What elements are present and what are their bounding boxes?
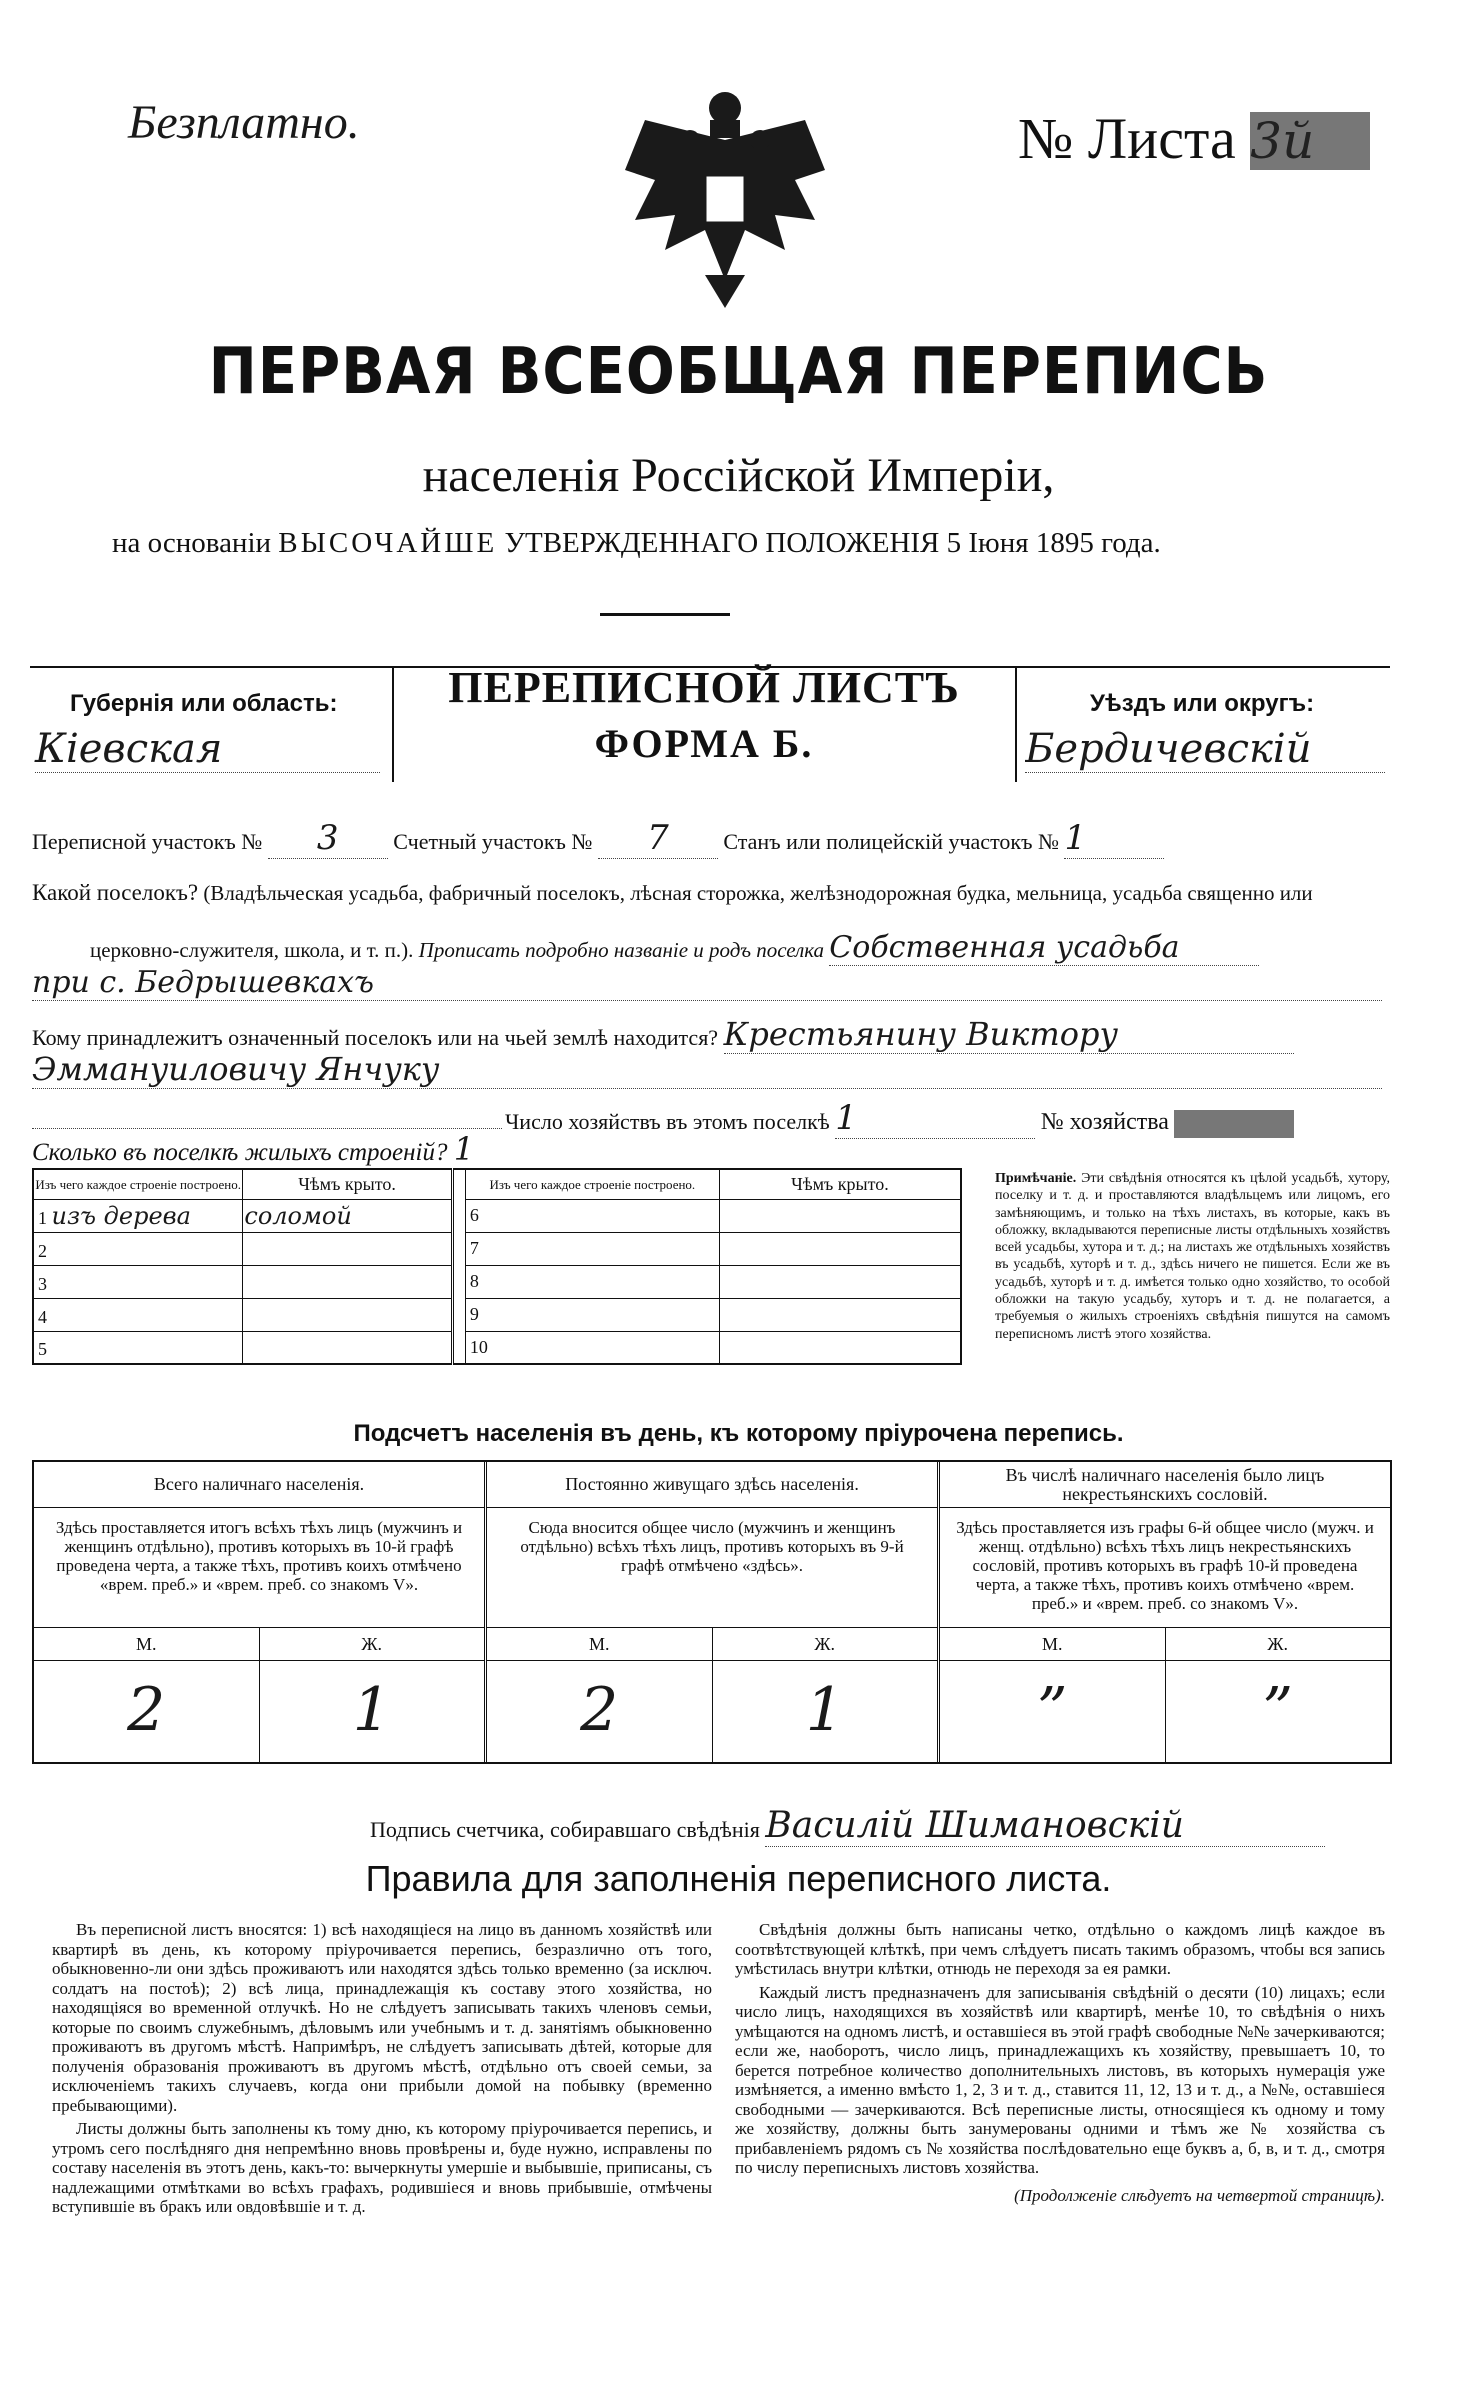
basis-highest: ВЫСОЧАЙШЕ <box>278 527 498 559</box>
form-title: ФОРМА Б. <box>594 721 814 766</box>
settlement-hint-2: церковно-служителя, школа, и т. п.). <box>90 938 414 962</box>
roof-value <box>243 1331 452 1364</box>
count-sex-header <box>34 1628 484 1661</box>
signature-value: Василій Шимановскій <box>765 1805 1325 1847</box>
count-column <box>940 1462 1390 1762</box>
count-column <box>487 1462 940 1762</box>
rules-left-column <box>52 1920 712 2221</box>
material-cell <box>465 1199 719 1232</box>
row-number: 6 <box>469 1205 479 1225</box>
male-count: 2 <box>34 1661 260 1762</box>
table-spacer <box>452 1298 465 1331</box>
count-sex-header <box>940 1628 1390 1661</box>
table-spacer <box>452 1265 465 1298</box>
owner-line <box>32 1015 1294 1054</box>
count-values <box>940 1661 1390 1762</box>
material-cell <box>33 1199 243 1232</box>
roof-value: соломой <box>243 1199 452 1232</box>
households-value: 1 <box>835 1098 1035 1139</box>
material-cell <box>465 1331 719 1364</box>
count-column-description: Сюда вносится общее число (мужчинъ и женщинъ отдѣльно) всѣхъ тѣхъ лицъ, противъ которыхъ въ 9-й графѣ отмѣчено «здѣсь». <box>487 1508 937 1628</box>
count-district-value: 7 <box>598 818 718 859</box>
count-sex-header <box>487 1628 937 1661</box>
note-text: Эти свѣдѣнія относятся къ цѣлой усадьбѣ, хутору, поселку и т. д. и проставляются владѣльцемъ или лицомъ, его замѣняющимъ, и только на тѣхъ листахъ, въ которые, какъ въ обложку, вкладываются переписные листы отдѣльныхъ хозяйствъ всей усадьбы, хутора и т. д.; на листахъ же отдѣльныхъ хозяйствъ въ усадьбѣ, хуторѣ и т. д., здѣсь ничего не пишется. Если же въ усадьбѣ, хуторѣ и т. д. имѣется только одно хозяйство, то особой обложки на такую усадьбу, хуторъ и т. д. не полагается, а требуемыя о жилыхъ строеніяхъ свѣдѣнія пишутся на самомъ переписномъ листѣ этого хозяйства. <box>995 1171 1391 1342</box>
col-material-header-2: Изъ чего каждое строеніе построено. <box>465 1169 719 1199</box>
imperial-eagle-icon <box>615 80 835 310</box>
basis-rest: УТВЕРЖДЕННАГО ПОЛОЖЕНІЯ 5 Іюня 1895 года. <box>504 527 1161 559</box>
row-number: 7 <box>469 1238 479 1258</box>
table-row <box>33 1298 961 1331</box>
roof-value <box>719 1232 961 1265</box>
households-label: Число хозяйствъ въ этомъ поселкѣ <box>505 1109 830 1134</box>
owner-value-2: Эммануиловичу Янчуку <box>32 1050 1382 1089</box>
female-label: Ж. <box>814 1634 836 1654</box>
rules-paragraph-3: Свѣдѣнія должны быть написаны четко, отдѣльно о каждомъ лицѣ каждое въ соотвѣтствующей клѣткѣ, при чемъ слѣдуетъ писать такимъ образомъ, чтобы вся запись умѣстилась внутри клѣтки, отнюдь не переходя за ея рамки. <box>735 1920 1385 1978</box>
material-value: изъ дерева <box>51 1201 191 1230</box>
basis-line <box>112 527 1161 560</box>
blank-line <box>32 1100 502 1129</box>
settlement-value-1: Собственная усадьба <box>829 930 1259 966</box>
buildings-value: 1 <box>454 1130 544 1169</box>
population-count-box <box>32 1460 1392 1764</box>
title-divider <box>600 613 730 616</box>
district-value: 3 <box>268 818 388 859</box>
owner-question: Кому принадлежитъ означенный поселокъ или на чьей землѣ находится? <box>32 1025 719 1050</box>
male-label: М. <box>940 1628 1166 1660</box>
female-count: 1 <box>352 1675 391 1745</box>
count-column-description: Здѣсь проставляется изъ графы 6-й общее число (мужч. и женщ. отдѣльно) всѣхъ тѣхъ лицъ некрестьянскихъ сословій, противъ которыхъ въ графѣ 10-й проведена черта, а также тѣхъ, противъ коихъ отмѣчено «врем. преб.» и «врем. преб. со знакомъ V». <box>940 1508 1390 1628</box>
row-number: 9 <box>469 1304 479 1324</box>
roof-value <box>719 1298 961 1331</box>
stan-label: Станъ или полицейскій участокъ № <box>723 829 1059 854</box>
material-cell <box>33 1265 243 1298</box>
table-row <box>33 1331 961 1364</box>
material-cell <box>465 1265 719 1298</box>
roof-value <box>243 1232 452 1265</box>
signature-label: Подпись счетчика, собиравшаго свѣдѣнія <box>370 1817 760 1842</box>
table-spacer <box>452 1232 465 1265</box>
stan-value: 1 <box>1064 818 1164 859</box>
count-values <box>34 1661 484 1762</box>
material-cell <box>465 1298 719 1331</box>
form-header-divider-right <box>1015 666 1017 782</box>
roof-value <box>719 1331 961 1364</box>
roof-value <box>719 1265 961 1298</box>
row-number: 1 <box>38 1207 47 1228</box>
gubernia-label: Губернія или область: <box>70 690 338 717</box>
count-column <box>34 1462 487 1762</box>
rules-continued: (Продолженіе слѣдуетъ на четвертой страницѣ). <box>1014 2185 1385 2205</box>
table-spacer <box>452 1199 465 1232</box>
page-subtitle: населенія Россійской Имперіи, <box>422 449 1055 502</box>
sheet-number-suffix: й <box>1282 112 1315 170</box>
count-values <box>487 1661 937 1762</box>
page-title: ПЕРВАЯ ВСЕОБЩАЯ ПЕРЕПИСЬ <box>208 335 1269 409</box>
household-number-redacted <box>1174 1110 1294 1138</box>
roof-value <box>719 1199 961 1232</box>
uezd-value: Бердичевскій <box>1025 726 1385 773</box>
buildings-line <box>32 1130 544 1169</box>
buildings-question: Сколько въ поселкѣ жилыхъ строеній? <box>32 1139 448 1166</box>
sheet-number-label: № Листа <box>1018 106 1236 171</box>
note-label: Примѣчаніе. <box>995 1171 1077 1186</box>
count-column-title: Постоянно живущаго здѣсь населенія. <box>487 1462 937 1508</box>
row-number: 5 <box>38 1339 47 1360</box>
male-count: ” <box>940 1661 1166 1762</box>
count-column-title: Въ числѣ наличнаго населенія было лицъ некрестьянскихъ сословій. <box>940 1462 1390 1508</box>
sheet-number <box>1018 105 1370 172</box>
count-column-title: Всего наличнаго населенія. <box>34 1462 484 1508</box>
male-label: М. <box>487 1628 713 1660</box>
rules-right-column <box>735 1920 1385 2205</box>
female-label: Ж. <box>361 1634 383 1654</box>
table-row <box>33 1265 961 1298</box>
material-cell <box>33 1331 243 1364</box>
col-roof-header: Чѣмъ крыто. <box>243 1169 452 1199</box>
sheet-number-value <box>1250 112 1370 170</box>
rules-paragraph-4: Каждый листъ предназначенъ для записыванія свѣдѣній о десяти (10) лицахъ; если число лицъ, находящихся въ хозяйствѣ или квартирѣ, менѣе 10, то свѣдѣнія о нихъ умѣщаются на одномъ листѣ, и оставшіеся въ этой графѣ свободные №№ зачеркиваются; если же, наоборотъ, число лицъ, принадлежащихъ къ хозяйству, превышаетъ 10, то берется потребное количество дополнительныхъ листовъ, въ которыхъ нумерація уже измѣняется, а именно вмѣсто 1, 2, 3 и т. д., ставится 11, 12, 13 и т. д., а №№, оставшіеся свободными — зачеркиваются. Всѣ переписные листы, относящіеся къ одному и тому же хозяйству, должны быть занумерованы одними и тѣмъ же № хозяйства съ прибавленіемъ рядомъ съ № хозяйства послѣдовательно еще буквъ а, б, в, и т. д., смотря по числу переписныхъ листовъ хозяйства. <box>735 1982 1385 2177</box>
col-material-header: Изъ чего каждое строеніе построено. <box>33 1169 243 1199</box>
material-cell <box>465 1232 719 1265</box>
census-sheet-title: ПЕРЕПИСНОЙ ЛИСТЪ <box>448 663 960 712</box>
rules-paragraph-1: Въ переписной листъ вносятся: 1) всѣ находящіеся на лицо въ данномъ хозяйствѣ или квартирѣ въ день, къ которому пріурочивается перепись, безразлично отъ того, обыкновенно-ли они здѣсь проживаютъ или находятся здѣсь только временно (за исключ. солдатъ на постоѣ); 2) всѣ лица, принадлежащія къ составу этого хозяйства, но находящіяся во временной отлучкѣ. Но не слѣдуетъ записывать такихъ членовъ семьи, которые по своимъ служебнымъ, дѣловымъ или учебнымъ и т. д. занятіямъ обыкновенно проживаютъ въ другомъ мѣстѣ. Напримѣръ, не слѣдуетъ записывать дѣтей, которые для полученія образованія проживаютъ въ другомъ мѣстѣ, отдѣльно отъ своей семьи, за исключеніемъ такихъ случаевъ, когда они прибыли домой на побывку (временно пребывающими). <box>52 1920 712 2115</box>
count-heading: Подсчетъ населенія въ день, къ которому пріурочена перепись. <box>353 1420 1124 1447</box>
male-count: 2 <box>487 1661 713 1762</box>
gubernia-value: Кіевская <box>35 726 380 773</box>
settlement-hint: (Владѣльческая усадьба, фабричный поселокъ, лѣсная сторожка, желѣзнодорожная будка, мельница, усадьба священно или <box>203 881 1313 905</box>
signature-line <box>370 1805 1325 1847</box>
male-label: М. <box>34 1628 260 1660</box>
row-number: 2 <box>38 1240 47 1261</box>
count-district-label: Счетный участокъ № <box>393 829 593 854</box>
material-cell <box>33 1298 243 1331</box>
roof-value <box>243 1298 452 1331</box>
table-row <box>33 1232 961 1265</box>
col-roof-header-2: Чѣмъ крыто. <box>719 1169 961 1199</box>
settlement-question <box>32 880 1313 906</box>
free-label: Безплатно. <box>128 96 360 149</box>
household-number-label: № хозяйства <box>1040 1109 1169 1135</box>
row-number: 4 <box>38 1306 47 1327</box>
roof-value <box>243 1265 452 1298</box>
district-line <box>32 818 1164 859</box>
material-cell <box>33 1232 243 1265</box>
row-number: 10 <box>469 1336 488 1357</box>
rules-paragraph-2: Листы должны быть заполнены къ тому дню, къ которому пріурочивается перепись, и утромъ сего послѣдняго дня непремѣнно вновь провѣрены и, буде нужно, исправлены по составу населенія въ этотъ день, какъ-то: вычеркнуты умершіе и выбывшіе, приписаны, съ надлежащими отмѣтками во всѣхъ графахъ, родившіеся и вновь прибывшіе, отмѣчены вступившіе въ бракъ или овдовѣвшіе и т. д. <box>52 2119 712 2216</box>
sheet-number-digit: 3 <box>1250 112 1283 170</box>
settlement-instruction: Прописать подробно названіе и родъ поселка <box>418 938 825 962</box>
buildings-note <box>995 1170 1390 1343</box>
settlement-question-label: Какой поселокъ? <box>32 880 199 905</box>
table-row <box>33 1199 961 1232</box>
basis-prefix: на основаніи <box>112 527 272 559</box>
settlement-value-2: при с. Бедрышевкахъ <box>32 965 1382 1001</box>
households-line <box>505 1098 1294 1139</box>
table-spacer <box>452 1331 465 1364</box>
uezd-label: Уѣздъ или округъ: <box>1090 690 1315 717</box>
female-count: ” <box>1262 1675 1294 1745</box>
female-count: 1 <box>805 1675 844 1745</box>
buildings-table <box>32 1168 962 1365</box>
row-number: 8 <box>469 1271 479 1291</box>
row-number: 3 <box>38 1273 47 1294</box>
district-label: Переписной участокъ № <box>32 829 263 854</box>
count-column-description: Здѣсь проставляется итогъ всѣхъ тѣхъ лицъ (мужчинъ и женщинъ отдѣльно), противъ которыхъ въ 10-й графѣ проведена черта, а также тѣхъ, противъ коихъ отмѣчено «врем. преб.» и «врем. преб. со знакомъ V». <box>34 1508 484 1628</box>
rules-heading: Правила для заполненія переписного листа. <box>365 1858 1112 1899</box>
settlement-line <box>90 930 1259 966</box>
female-label: Ж. <box>1267 1634 1289 1654</box>
owner-value-1: Крестьянину Виктору <box>724 1015 1294 1054</box>
